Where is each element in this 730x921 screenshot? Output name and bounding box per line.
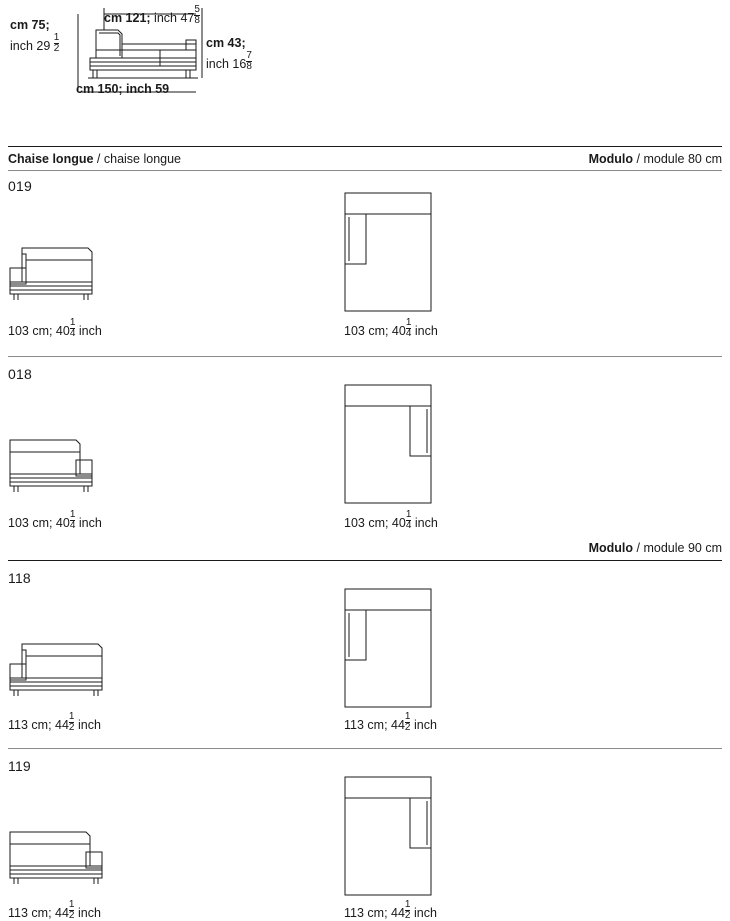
dimension-height-inch: inch 29 <box>10 39 51 53</box>
item-119-plan-view <box>344 776 436 898</box>
section-title-rest: / chaise longue <box>96 152 182 166</box>
item-118-side-caption <box>8 712 101 733</box>
item-019-side-caption-value: 103 cm; 40 <box>8 324 70 338</box>
module-80-rest: / module 80 cm <box>636 152 722 166</box>
item-119-side-view <box>8 824 118 904</box>
item-018-plan-caption-value: 103 cm; 40 <box>344 516 406 530</box>
dimension-height-label <box>10 18 59 54</box>
item-018-plan-view <box>344 384 436 506</box>
item-019-plan-caption-unit: inch <box>414 324 438 338</box>
item-118-plan-view <box>344 588 436 710</box>
section-title <box>8 152 181 166</box>
item-118-plan-caption-value: 113 cm; 44 <box>344 718 405 732</box>
dimension-depth-inch: inch 47 <box>154 11 195 25</box>
section-title-bold: Chaise longue <box>8 152 94 166</box>
item-018-side-caption-fraction: $\frac{1}{4}$ <box>69 509 76 531</box>
dimension-seat-height-fraction: $\frac{7}{8}$ <box>246 50 252 72</box>
item-018-side-caption-unit: inch <box>78 516 102 530</box>
item-019-plan-view <box>344 192 436 314</box>
dimension-seat-height-inch: inch 16 <box>206 57 247 71</box>
item-019-side-caption <box>8 318 102 339</box>
item-code-018: 018 <box>8 366 32 382</box>
item-119-plan-caption <box>344 900 437 921</box>
section-divider-top <box>8 146 722 147</box>
module-90-bold: Modulo <box>588 541 634 555</box>
item-019-side-caption-unit: inch <box>78 324 102 338</box>
item-119-side-caption-unit: inch <box>77 906 101 920</box>
item-018-side-caption-value: 103 cm; 40 <box>8 516 70 530</box>
dimension-depth-cm: cm 121; <box>104 11 151 25</box>
dimension-depth-label <box>104 5 200 26</box>
dimension-width-label <box>76 82 169 97</box>
item-019-side-view <box>8 240 108 320</box>
dimension-seat-height-label <box>206 36 252 72</box>
item-118-plan-caption-fraction: $\frac{1}{2}$ <box>404 711 411 733</box>
divider-module-90 <box>8 560 722 561</box>
item-118-plan-caption <box>344 712 437 733</box>
dimension-height-cm: cm 75; <box>10 18 50 32</box>
item-118-plan-caption-unit: inch <box>413 718 437 732</box>
item-119-plan-caption-value: 113 cm; 44 <box>344 906 405 920</box>
item-018-plan-caption-unit: inch <box>414 516 438 530</box>
divider-after-118 <box>8 748 722 749</box>
dimension-height-fraction: $\frac{1}{2}$ <box>53 32 60 54</box>
item-018-plan-caption <box>344 510 438 531</box>
item-119-side-caption-fraction: $\frac{1}{2}$ <box>68 899 75 921</box>
item-118-side-caption-unit: inch <box>77 718 101 732</box>
divider-after-019 <box>8 356 722 357</box>
item-119-plan-caption-fraction: $\frac{1}{2}$ <box>404 899 411 921</box>
item-119-side-caption-value: 113 cm; 44 <box>8 906 69 920</box>
module-90-label <box>589 541 722 555</box>
item-118-side-caption-value: 113 cm; 44 <box>8 718 69 732</box>
dimension-seat-height-cm: cm 43; <box>206 36 246 50</box>
section-divider-under-title <box>8 170 722 171</box>
module-80-bold: Modulo <box>588 152 634 166</box>
module-80-label <box>589 152 722 166</box>
top-dimension-diagram <box>0 0 730 120</box>
item-code-118: 118 <box>8 570 31 586</box>
item-019-plan-caption-fraction: $\frac{1}{4}$ <box>405 317 412 339</box>
item-019-plan-caption-value: 103 cm; 40 <box>344 324 406 338</box>
dimension-depth-fraction: $\frac{5}{8}$ <box>194 4 200 26</box>
item-019-side-caption-fraction: $\frac{1}{4}$ <box>69 317 76 339</box>
item-code-119: 119 <box>8 758 31 774</box>
item-code-019: 019 <box>8 178 32 194</box>
item-018-side-caption <box>8 510 102 531</box>
item-118-side-caption-fraction: $\frac{1}{2}$ <box>68 711 75 733</box>
item-118-side-view <box>8 636 118 716</box>
module-90-rest: / module 90 cm <box>636 541 722 555</box>
dimension-width-cm: cm 150; <box>76 82 123 96</box>
item-119-side-caption <box>8 900 101 921</box>
item-018-plan-caption-fraction: $\frac{1}{4}$ <box>405 509 412 531</box>
item-119-plan-caption-unit: inch <box>413 906 437 920</box>
item-019-plan-caption <box>344 318 438 339</box>
item-018-side-view <box>8 432 108 512</box>
dimension-width-inch: inch 59 <box>126 82 170 96</box>
